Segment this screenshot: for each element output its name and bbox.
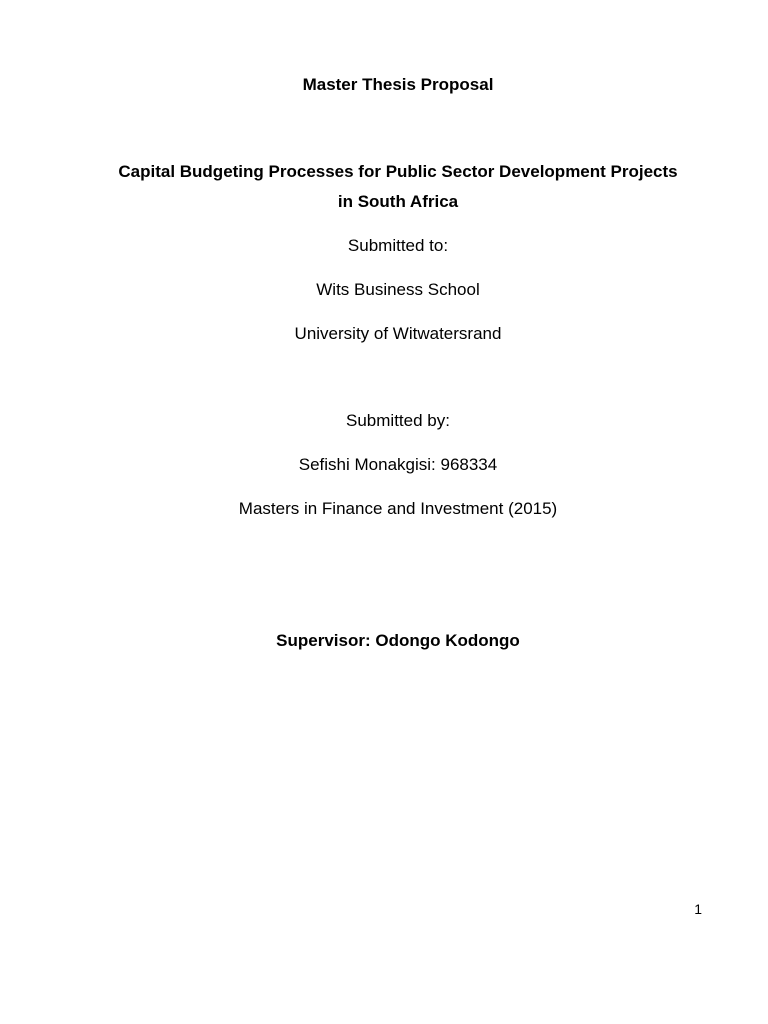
thesis-title-line-2: in South Africa <box>337 192 459 211</box>
school-name: Wits Business School <box>316 280 480 299</box>
submitted-to-label: Submitted to: <box>347 236 449 255</box>
supervisor-line: Supervisor: Odongo Kodongo <box>276 631 520 650</box>
submitted-by-label: Submitted by: <box>346 411 450 430</box>
author-name: Sefishi Monakgisi: 968334 <box>298 455 498 474</box>
thesis-title-line-1: Capital Budgeting Processes for Public Sector Development Projects <box>118 162 678 181</box>
programme-name: Masters in Finance and Investment (2015) <box>238 499 558 518</box>
document-heading: Master Thesis Proposal <box>302 75 494 94</box>
university-name: University of Witwatersrand <box>294 324 502 343</box>
page-number: 1 <box>694 901 702 917</box>
